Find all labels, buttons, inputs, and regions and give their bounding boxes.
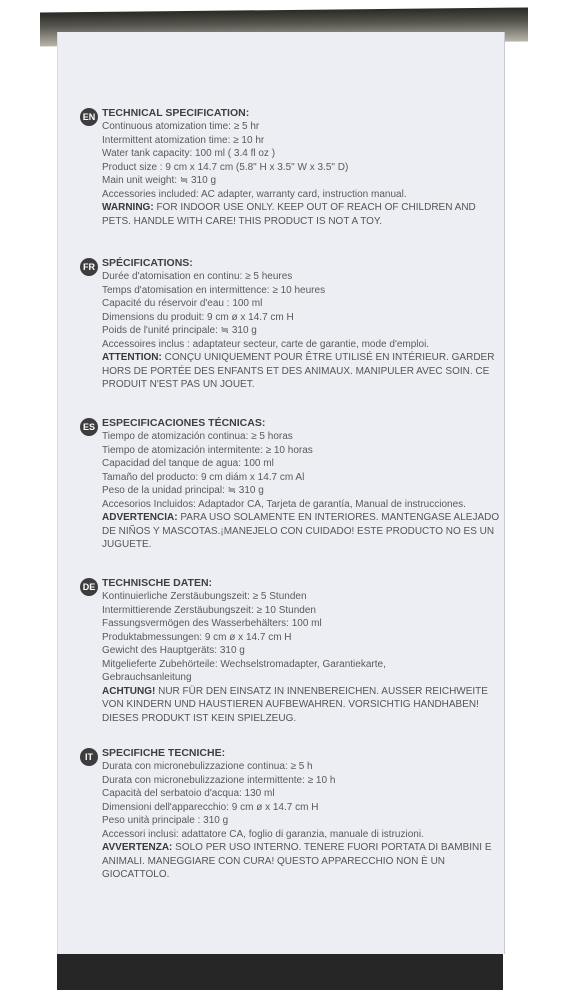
section-en [80,106,500,228]
warning-text [102,685,500,726]
box-bottom-edge [57,954,503,990]
section-it [80,746,500,882]
spec-line: Poids de l'unité principale: ≒ 310 g [102,325,257,336]
warning-text [102,841,500,882]
warning-body: SOLO PER USO INTERNO. TENERE FUORI PORTATA DI BAMBINI E ANIMALI. MANEGGIARE CON CURA! QUESTO APPARECCHIO NON È UN GIOCATTOLO. [102,842,492,880]
spec-line: Accesorios Incluidos: Adaptador CA, Tarjeta de garantía, Manual de instrucciones. [102,498,466,510]
warning-body: FOR INDOOR USE ONLY. KEEP OUT OF REACH OF CHILDREN AND PETS. HANDLE WITH CARE! THIS PRODUCT IS NOT A TOY. [102,202,476,227]
spec-line: Main unit weight: ≒ 310 g [102,175,217,186]
spec-line: Tiempo de atomización intermitente: ≥ 10 horas [102,444,313,456]
warning-body: NUR FÜR DEN EINSATZ IN INNENBEREICHEN. AUSSER REICHWEITE VON KINDERN UND HAUSTIEREN AUFBEWAHREN. VORSICHTIG HANDHABEN! DIESES PRODUKT IST KEIN SPIELZEUG. [102,685,488,724]
spec-line: Accessories included: AC adapter, warranty card, instruction manual. [102,188,407,200]
spec-line: Product size : 9 cm x 14.7 cm (5.8" H x 3.5" W x 3.5" D) [102,161,349,173]
spec-line: Water tank capacity: 100 ml ( 3.4 fl oz ) [102,148,276,159]
spec-line: Durata con micronebulizzazione continua: ≥ 5 h [102,761,313,772]
spec-line: Intermittent atomization time: ≥ 10 hr [102,134,265,146]
spec-line: Durata con micronebulizzazione intermittente: ≥ 10 h [102,774,336,786]
spec-line: Tamaño del producto: 9 cm diám x 14.7 cm Al [102,471,305,483]
section-title: TECHNISCHE DATEN: [102,577,213,589]
spec-line: Capacità del serbatoio d'acqua: 130 ml [102,788,275,799]
warning-text [102,351,500,392]
language-badge-de: DE [80,578,98,596]
spec-line: Gebrauchsanleitung [102,672,192,683]
warning-label: ATTENTION: [102,352,162,363]
spec-line: Peso de la unidad principal: ≒ 310 g [102,485,264,496]
spec-line: Mitgelieferte Zubehörteile: Wechselstromadapter, Garantiekarte, [102,658,386,670]
spec-line: Continuous atomization time: ≥ 5 hr [102,121,260,132]
spec-line: Accessoires inclus : adaptateur secteur, carte de garantie, mode d'emploi. [102,338,430,350]
section-fr [80,256,500,392]
section-title: ESPECIFICACIONES TÉCNICAS: [102,417,266,429]
warning-body: PARA USO SOLAMENTE EN INTERIORES. MANTENGASE ALEJADO DE NIÑOS Y MASCOTAS.¡MANEJELO CON CUIDADO! ESTE PRODUCTO NO ES UN JUGUETE. [102,512,500,550]
spec-line: Dimensioni dell'apparecchio: 9 cm ø x 14.7 cm H [102,801,319,813]
section-title: SPECIFICHE TECNICHE: [102,747,226,759]
warning-label: ADVERTENCIA: [102,512,178,523]
warning-label: ACHTUNG! [102,685,156,697]
spec-panel [57,32,505,954]
spec-line: Intermittierende Zerstäubungszeit: ≥ 10 Stunden [102,604,316,616]
section-title: SPÉCIFICATIONS: [102,257,193,269]
warning-body: CONÇU UNIQUEMENT POUR ÊTRE UTILISÉ EN INTÉRIEUR. GARDER HORS DE PORTÉE DES ENFANTS ET DES ANIMAUX. MANIPULER AVEC SOIN. CE PRODUIT N'EST PAS UN JOUET. [102,352,495,390]
spec-line: Capacité du réservoir d'eau : 100 ml [102,298,263,309]
warning-text [102,201,500,228]
spec-line: Durée d'atomisation en continu: ≥ 5 heures [102,271,293,282]
section-es [80,416,500,552]
spec-line: Kontinuierliche Zerstäubungszeit: ≥ 5 Stunden [102,591,307,602]
spec-line: Temps d'atomisation en intermittence: ≥ 10 heures [102,284,326,296]
spec-line: Peso unità principale : 310 g [102,815,229,826]
language-badge-es: ES [80,418,98,436]
section-de [80,576,500,725]
spec-line: Produktabmessungen: 9 cm ø x 14.7 cm H [102,631,292,643]
spec-line: Gewicht des Hauptgeräts: 310 g [102,645,245,656]
warning-text [102,511,500,552]
warning-label: AVVERTENZA: [102,842,173,853]
spec-line: Fassungsvermögen des Wasserbehälters: 100 ml [102,618,322,629]
spec-line: Tiempo de atomización continua: ≥ 5 horas [102,431,293,442]
spec-line: Capacidad del tanque de agua: 100 ml [102,458,274,469]
spec-line: Dimensions du produit: 9 cm ø x 14.7 cm H [102,311,294,323]
language-badge-fr: FR [80,258,98,276]
spec-line: Accessori inclusi: adattatore CA, foglio di garanzia, manuale di istruzioni. [102,828,424,840]
warning-label: WARNING: [102,202,154,213]
language-badge-en: EN [80,108,98,126]
section-title: TECHNICAL SPECIFICATION: [102,107,250,119]
language-badge-it: IT [80,748,98,766]
